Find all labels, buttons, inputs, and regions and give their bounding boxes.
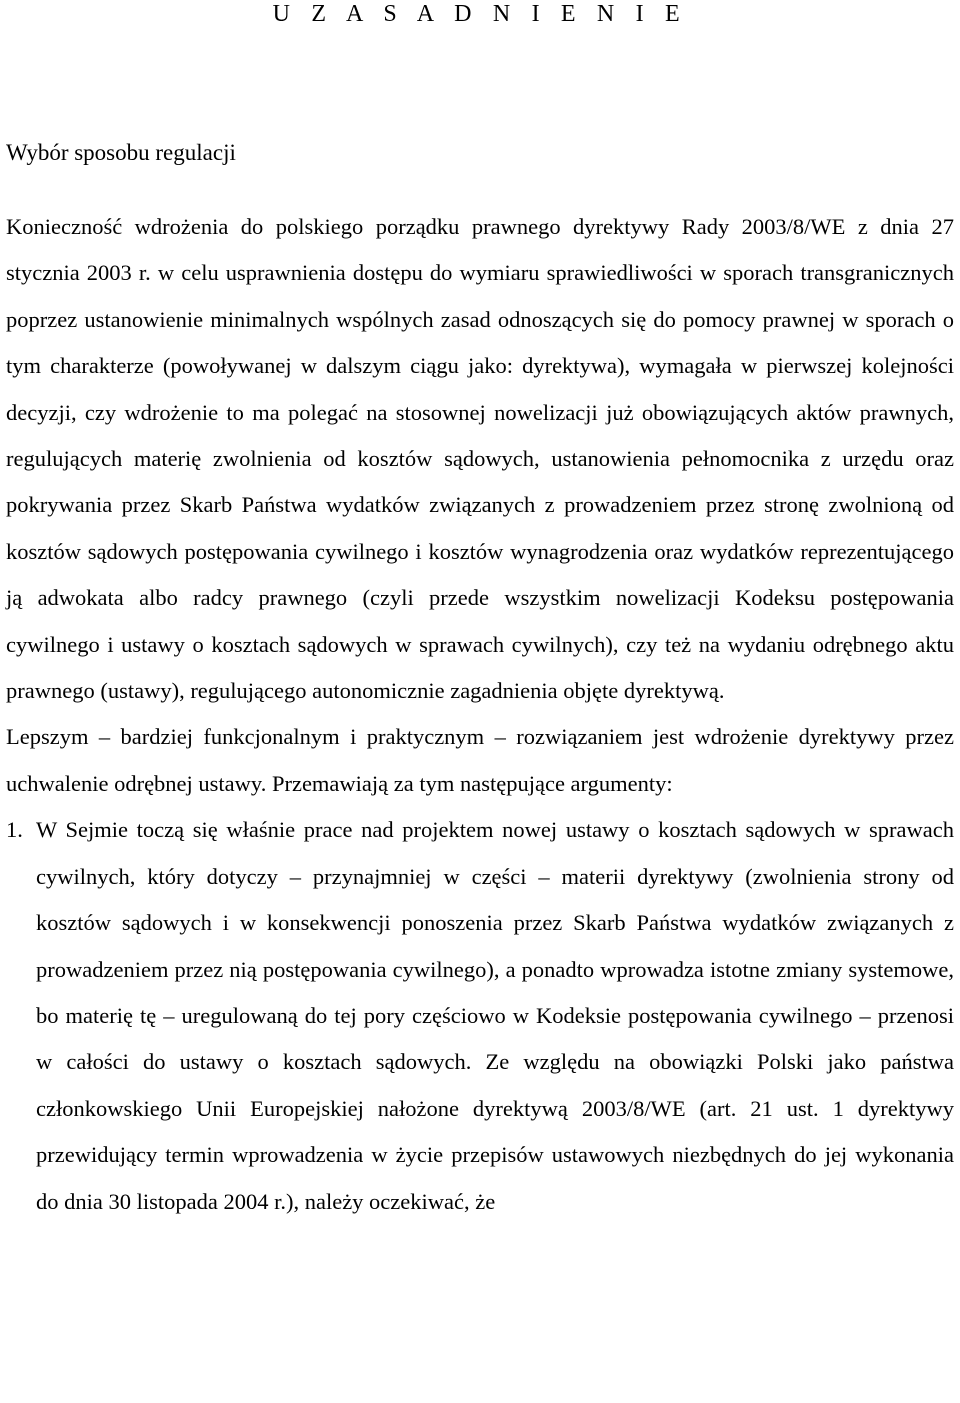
document-title: U Z A S A D N I E N I E — [272, 1, 688, 27]
argument-list — [6, 807, 954, 1225]
paragraph-1: Konieczność wdrożenia do polskiego porządku prawnego dyrektywy Rady 2003/8/WE z dnia 27 stycznia 2003 r. w celu usprawnienia dostępu do wymiaru sprawiedliwości w sporach transgranicznych poprzez ustanowienie minimalnych wspólnych zasad odnoszących się do pomocy prawnej w sporach o tym charakterze (powoływanej w dalszym ciągu jako: dyrektywa), wymagała w pierwszej kolejności decyzji, czy wdrożenie to ma polegać na stosownej nowelizacji już obowiązujących aktów prawnych, regulujących materię zwolnienia od kosztów sądowych, ustanowienia pełnomocnika z urzędu oraz pokrywania przez Skarb Państwa wydatków związanych z prowadzeniem przez stronę zwolnioną od kosztów sądowych postępowania cywilnego i kosztów wynagrodzenia oraz wydatków reprezentującego ją adwokata albo radcy prawnego (czyli przede wszystkim nowelizacji Kodeksu postępowania cywilnego i ustawy o kosztach sądowych w sprawach cywilnych), czy też na wydaniu odrębnego aktu prawnego (ustawy), regulującego autonomicznie zagadnienia objęte dyrektywą. — [6, 214, 954, 704]
list-item — [6, 807, 954, 1225]
section-heading: Wybór sposobu regulacji — [6, 140, 236, 165]
list-item-number: 1. — [6, 817, 23, 843]
list-item-text: W Sejmie toczą się właśnie prace nad projektem nowej ustawy o kosztach sądowych w sprawach cywilnych, który dotyczy – przynajmniej w części – materii dyrektywy (zwolnienia strony od kosztów sądowych i w konsekwencji ponoszenia przez Skarb Państwa wydatków związanych z prowadzeniem przez nią postępowania cywilnego), a ponadto wprowadza istotne zmiany systemowe, bo materię tę – uregulowaną do tej pory częściowo w Kodeksie postępowania cywilnego – przenosi w całości do ustawy o kosztach sądowych. Ze względu na obowiązki Polski jako państwa członkowskiego Unii Europejskiej nałożone dyrektywą 2003/8/WE (art. 21 ust. 1 dyrektywy przewidujący termin wprowadzenia w życie przepisów ustawowych niezbędnych do jej wykonania do dnia 30 listopada 2004 r.), należy oczekiwać, że — [36, 817, 954, 1214]
paragraph-2: Lepszym – bardziej funkcjonalnym i praktycznym – rozwiązaniem jest wdrożenie dyrektywy przez uchwalenie odrębnej ustawy. Przemawiają za tym następujące argumenty: — [6, 724, 954, 796]
document-body — [6, 204, 954, 1225]
